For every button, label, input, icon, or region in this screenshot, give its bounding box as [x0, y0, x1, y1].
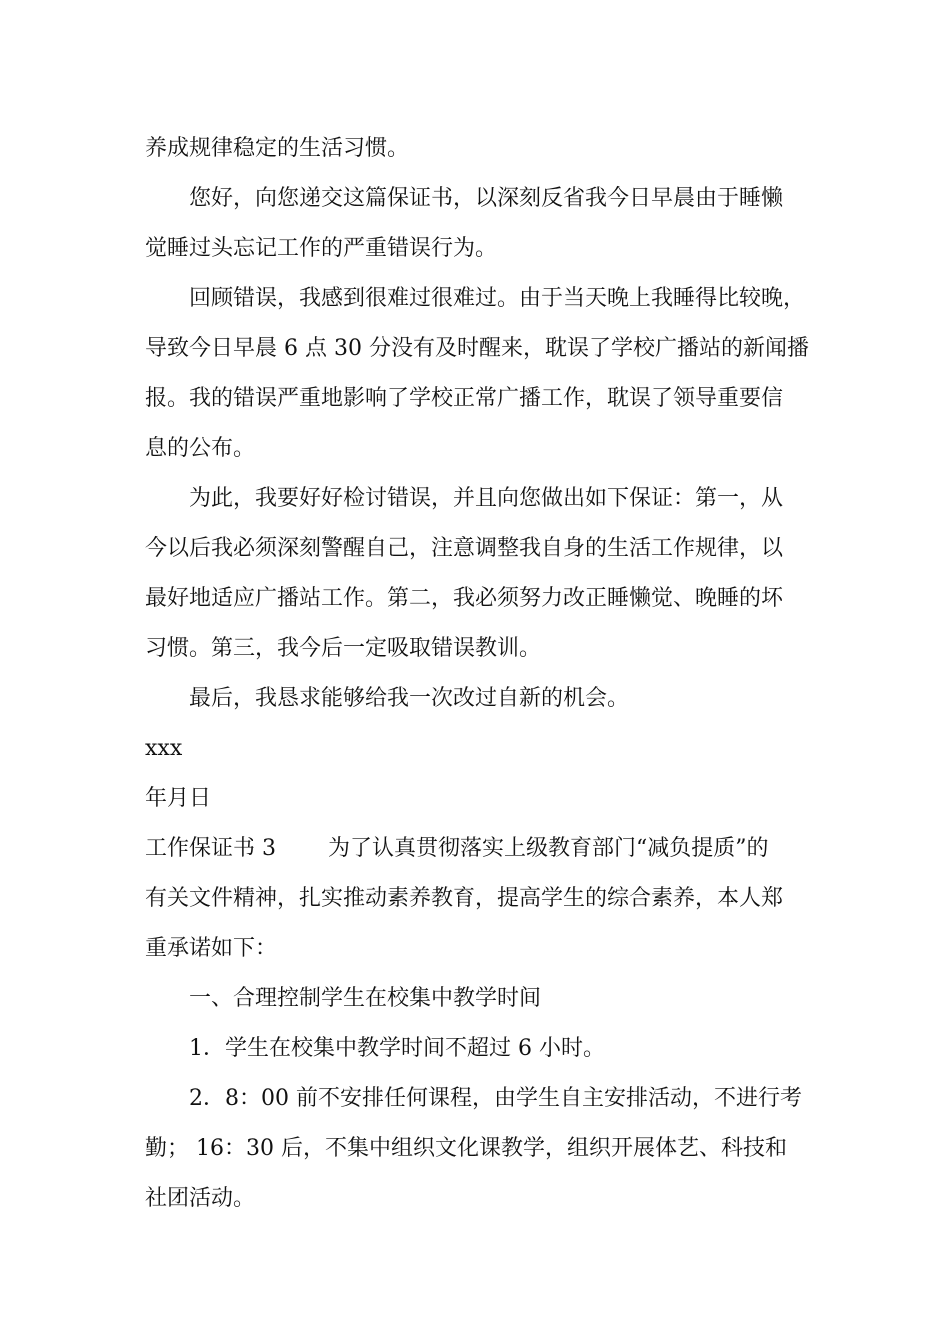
section-title: 工作保证书 3: [145, 836, 276, 861]
text-line: 导致今日早晨 6 点 30 分没有及时醒来，耽误了学校广播站的新闻播: [145, 336, 809, 361]
text-line: 报。我的错误严重地影响了学校正常广播工作，耽误了领导重要信: [145, 386, 784, 411]
paragraph-start-line: 您好，向您递交这篇保证书，以深刻反省我今日早晨由于睡懒: [189, 186, 784, 211]
text-line: 今以后我必须深刻警醒自己，注意调整我自身的生活工作规律，以: [145, 536, 784, 561]
text-line: 息的公布。: [145, 436, 256, 461]
paragraph-start-line: 回顾错误，我感到很难过很难过。由于当天晚上我睡得比较晚，: [189, 286, 806, 311]
signature-name: xxx: [145, 736, 183, 761]
text-line: 觉睡过头忘记工作的严重错误行为。: [145, 236, 498, 261]
subheading-line: 一、合理控制学生在校集中教学时间: [189, 986, 542, 1011]
text-line: 社团活动。: [145, 1186, 256, 1211]
text-line: 有关文件精神，扎实推动素养教育，提高学生的综合素养，本人郑: [145, 886, 784, 911]
text-line: 重承诺如下：: [145, 936, 278, 961]
text-line: 养成规律稳定的生活习惯。: [145, 136, 410, 161]
section-intro-text: 为了认真贯彻落实上级教育部门“减负提质”的: [328, 836, 769, 861]
text-line: 最好地适应广播站工作。第二，我必须努力改正睡懒觉、晚睡的坏: [145, 586, 784, 611]
date-line: 年月日: [145, 786, 212, 811]
text-line: 习惯。第三，我今后一定吸取错误教训。: [145, 636, 542, 661]
paragraph-start-line: 为此，我要好好检讨错误，并且向您做出如下保证：第一，从: [189, 486, 784, 511]
list-item-line: 1．学生在校集中教学时间不超过 6 小时。: [189, 1036, 605, 1061]
paragraph-start-line: 最后，我恳求能够给我一次改过自新的机会。: [189, 686, 630, 711]
list-item-line: 2．8：00 前不安排任何课程，由学生自主安排活动，不进行考: [189, 1086, 802, 1111]
section-heading-line: [145, 834, 769, 864]
text-line: 勤； 16：30 后，不集中组织文化课教学，组织开展体艺、科技和: [145, 1136, 787, 1161]
